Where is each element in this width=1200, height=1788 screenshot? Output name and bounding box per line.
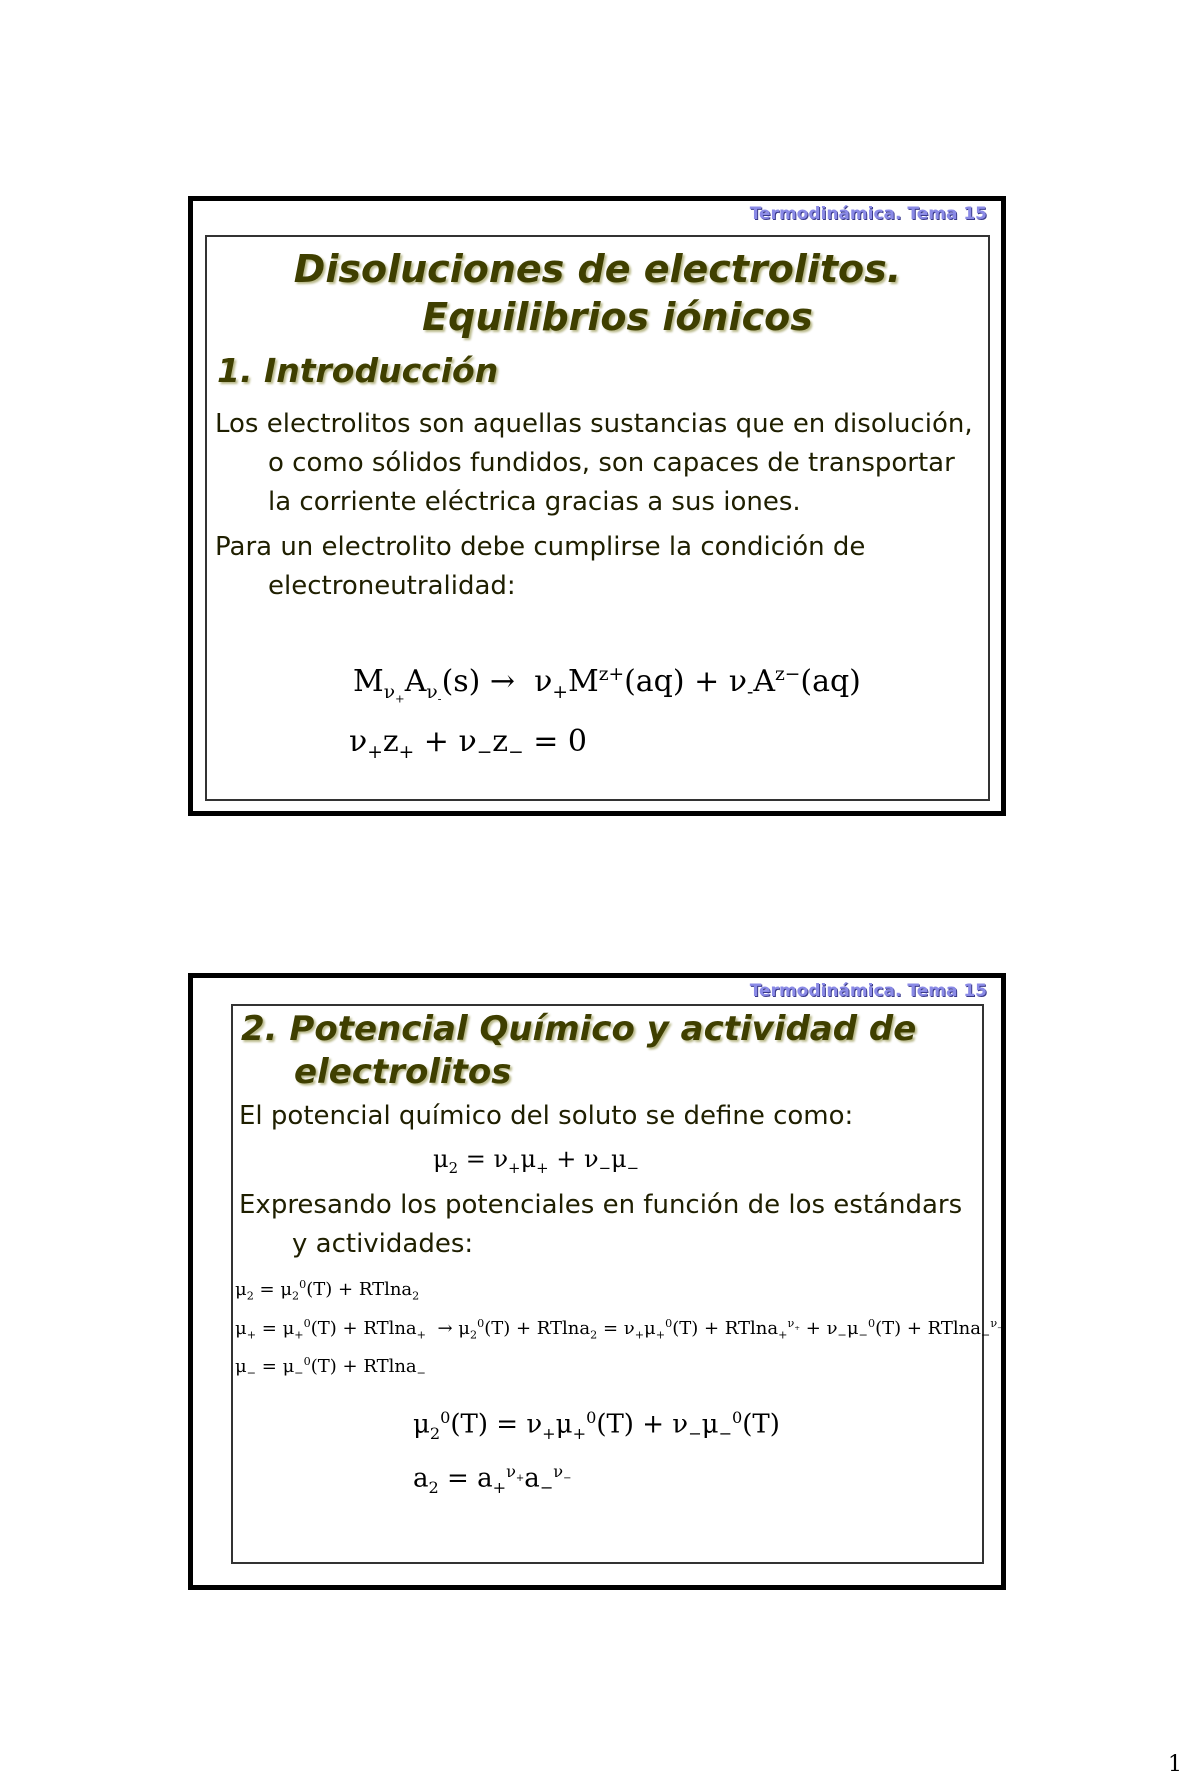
page-number: 1 [1168, 1752, 1182, 1777]
slide-2 [188, 973, 1006, 1590]
slide-1 [188, 196, 1006, 816]
section-heading-line-2: electrolitos [294, 1052, 512, 1092]
slide-header-tag: Termodinámica. Tema 15 [749, 981, 987, 1001]
standard-potential-equation: $\mu_2^0(T) = \nu_+\mu_+^0(T) + \nu_-\mu_-^0(T)$ [413, 1408, 780, 1443]
slide-content-frame [231, 1004, 1003, 1564]
potential-definitions-block: $\mu_2 = \mu_2^0(T) + RTlna_2$ $\mu_+ = \mu_+^0(T) + RTlna_+ \to \mu_2^0(T) + RTlna_2 = \nu_+\mu_+^0(T) + RTlna_+^{\nu_+} + \nu_-\mu_-^0(T) + RTlna_-^{\nu_-}$ $\mu_- = \mu_-^0(T) + RTlna_-$ [235, 1278, 1003, 1380]
electroneutrality-paragraph: Para un electrolito debe cumplirse la condición de electroneutralidad: [215, 532, 866, 601]
chemical-potential-paragraph: El potencial químico del soluto se define como: [239, 1101, 854, 1131]
section-heading: 1. Introducción [217, 351, 499, 390]
standards-paragraph: Expresando los potenciales en función de los estándars y actividades: [239, 1190, 963, 1259]
slide-content-frame [205, 235, 990, 801]
intro-paragraph: Los electrolitos son aquellas sustancias que en disolución, o como sólidos fundidos, son capaces de transportar la corriente eléctrica gracias a sus iones. [215, 409, 973, 517]
activity-equation: $a_2 = a_+^{\nu_+}a_-^{\nu_-}$ [413, 1462, 572, 1497]
solute-potential-equation: $\mu_2 = \nu_+\mu_+ + \nu_-\mu_-$ [433, 1145, 640, 1177]
slide-header-tag: Termodinámica. Tema 15 [749, 204, 987, 224]
slide-title-line-1: Disoluciones de electrolitos. [293, 247, 902, 291]
electroneutrality-equation: $\nu_+z_+ + \nu_-z_- = 0$ [349, 724, 587, 763]
slide-title-line-2: Equilibrios iónicos [422, 295, 813, 339]
section-heading-line-1: 2. Potencial Químico y actividad de [241, 1009, 917, 1049]
dissociation-equation: $M_{\nu_+}A_{\nu_-}(s) \to \nu_+M^{z+}(aq) + \nu_-A^{z-}(aq)$ [353, 664, 861, 706]
